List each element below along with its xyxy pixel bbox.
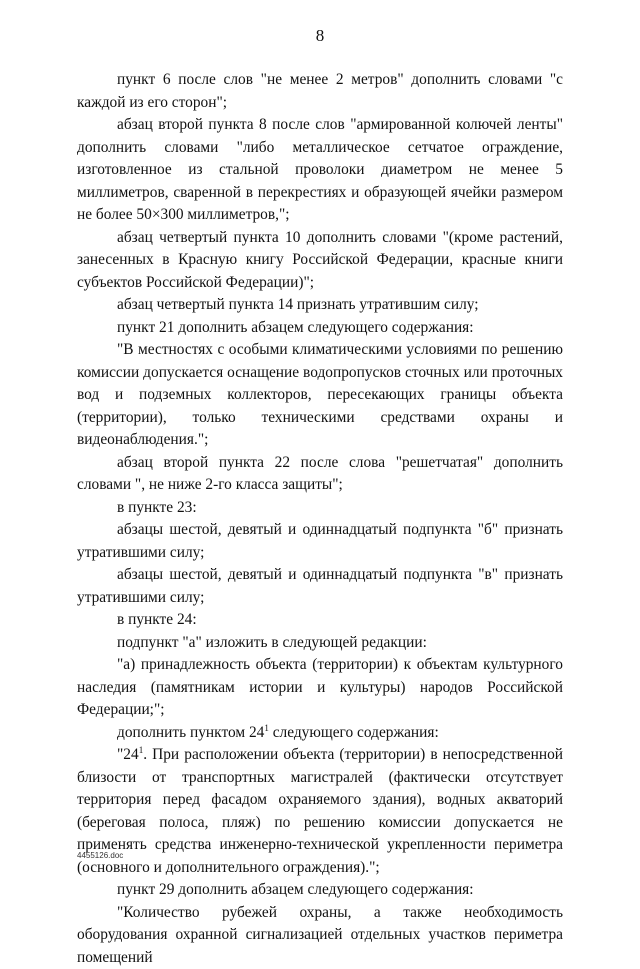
paragraph: в пункте 23: (77, 497, 563, 520)
paragraph: "В местностях с особыми климатическими условиями по решению комиссии допускается оснащение водопропусков сточных или проточных вод и подземных коллекторов, пересекающих границы объекта (территории), только техническими средствами охраны и видеонаблюдения."; (77, 339, 563, 452)
paragraph: подпункт "а" изложить в следующей редакции: (77, 632, 563, 655)
file-code: 4455126.doc (77, 851, 123, 860)
paragraph-24-1-intro (77, 722, 563, 745)
paragraph: абзац четвертый пункта 14 признать утратившим силу; (77, 294, 563, 317)
document-body (77, 69, 563, 969)
superscript: 1 (139, 745, 144, 755)
paragraph: абзац четвертый пункта 10 дополнить словами "(кроме растений, занесенных в Красную книгу Российской Федерации, красные книги субъектов Российской Федерации)"; (77, 227, 563, 295)
paragraph: пункт 6 после слов "не менее 2 метров" дополнить словами "с каждой из его сторон"; (77, 69, 563, 114)
paragraph-24-1-text (77, 744, 563, 879)
text-span: "24 (117, 746, 139, 763)
paragraph: "Количество рубежей охраны, а также необходимость оборудования охранной сигнализацией отдельных участков периметра помещений (77, 902, 563, 969)
paragraph: пункт 29 дополнить абзацем следующего содержания: (77, 879, 563, 902)
superscript: 1 (264, 723, 269, 733)
text-span: следующего содержания: (269, 724, 439, 741)
paragraph: абзац второй пункта 8 после слов "армированной колючей ленты" дополнить словами "либо металлическое сетчатое ограждение, изготовленное из стальной проволоки диаметром не менее 5 миллиметров, сваренной в перекрестиях и образующей ячейки размером не более 50×300 миллиметров,"; (77, 114, 563, 227)
paragraph: абзацы шестой, девятый и одиннадцатый подпункта "в" признать утратившими силу; (77, 564, 563, 609)
paragraph: пункт 21 дополнить абзацем следующего содержания: (77, 317, 563, 340)
paragraph: абзац второй пункта 22 после слова "решетчатая" дополнить словами ", не ниже 2-го класса защиты"; (77, 452, 563, 497)
paragraph: абзацы шестой, девятый и одиннадцатый подпункта "б" признать утратившими силу; (77, 519, 563, 564)
page-number: 8 (0, 26, 640, 46)
text-span: дополнить пунктом 24 (117, 724, 264, 741)
text-span: . При расположении объекта (территории) в непосредственной близости от транспортных магистралей (фактически отсутствует территория перед фасадом охраняемого здания), водных акваторий (береговая полоса, пляж) по решению комиссии допускается не применять средства инженерно-технической укрепленности периметра (основного и дополнительного ограждения)."; (77, 746, 563, 876)
paragraph: "а) принадлежность объекта (территории) к объектам культурного наследия (памятникам истории и культуры) народов Российской Федерации;"; (77, 654, 563, 722)
paragraph: в пункте 24: (77, 609, 563, 632)
